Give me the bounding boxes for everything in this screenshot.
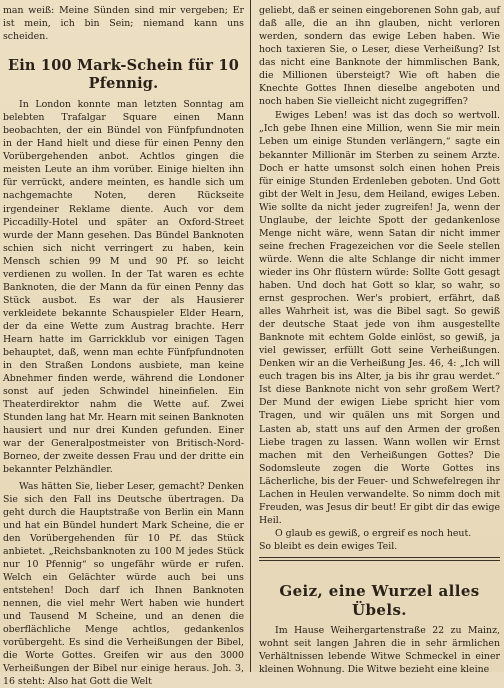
article-continuation: geliebt, daß er seinen eingeborenen Sohn gab, auf daß alle, die an ihn glauben, nicht verloren werden, sondern das ewige Leben haben. Wie hoch taxieren Sie, o Leser, diese Verheißung? Ist das nicht eine Banknote der himmlischen Bank, die Millionen übersteigt? Wie oft haben die Knechte Gottes Ihnen dieselbe angeboten und noch haben Sie vielleicht nicht zugegriffen? xyxy=(259,4,500,108)
article-heading: Ein 100 Mark-Schein für 10 Pfennig. xyxy=(3,57,244,93)
intro-paragraph: man weiß: Meine Sünden sind mir vergeben; Er ist mein, ich bin Sein; niemand kann uns scheiden. xyxy=(3,4,244,43)
closing-verse: O glaub es gewiß, o ergreif es noch heut. So bleibt es dein ewiges Teil. xyxy=(259,527,500,553)
second-article-heading: Geiz, eine Wurzel alles Übels. xyxy=(259,582,500,620)
second-article-paragraph: Im Hause Weihergartenstraße 22 zu Mainz, wohnt seit langen Jahren die in sehr ärmlichen Verhältnissen lebende Witwe Schmeckel in einer kleinen Wohnung. Die Witwe bezieht eine kleine xyxy=(259,624,500,676)
article-paragraph-2: Was hätten Sie, lieber Leser, gemacht? Denken Sie sich den Fall ins Deutsche übertragen. Da geht durch die Hauptstraße von Berlin ein Mann und hat ein Bündel hundert Mark Scheine, die er den Vorübergehenden für 10 Pf. das Stück anbietet. „Reichsbanknoten zu 100 M jedes Stück nur 10 Pfennig“ so ungefähr würde er rufen. Welch ein Gelächter würde auch bei uns entstehen! Doch darf ich Ihnen Banknoten nennen, die viel mehr Wert haben wie hundert und Tausend M Scheine, und an denen die oberflächliche Menge achtlos, gedankenlos vorübergeht. Es sind die Verheißungen der Bibel, die Worte Gottes. Greifen wir aus den 3000 Verheißungen der Bibel nur einige heraus. Joh. 3, 16 steht: Also hat Gott die Welt xyxy=(3,480,244,688)
left-column xyxy=(3,4,244,688)
right-column xyxy=(259,4,500,676)
column-divider xyxy=(250,0,251,672)
section-divider xyxy=(259,557,500,561)
article-paragraph-1: In London konnte man letzten Sonntag am belebten Trafalgar Square einen Mann beobachten, der ein Bündel von Fünfpfundnoten in der Hand hielt und diese für einen Penny den Vorübergehenden anbot. Achtlos gingen die meisten Leute an ihm vorüber. Einige hielten ihn für verrückt, andere meinten, es handle sich um nachgemachte Noten, deren Rückseite irgendeiner Reklame diente. Auch vor dem Piccadilly-Hotel und später an Oxford-Street wurde der Mann gesehen. Das Bündel Banknoten schien sich nicht verringert zu haben, kein Mensch schien 99 M und 90 Pf. so leicht verdienen zu wollen. In der Tat waren es echte Banknoten, die der Mann da für einen Penny das Stück ausbot. Es war der als Hausierer verkleidete bekannte Schauspieler Elder Hearn, der da eine Wette zum Austrag brachte. Herr Hearn hatte im Garrickklub vor einigen Tagen behauptet, daß, wenn man echte Fünfpfundnoten in den Straßen Londons ausbiete, man keine Abnehmer finden werde, während die Londoner sonst auf jeden Schwindel hineinfielen. Ein Theaterdirektor nahm die Wette auf. Zwei Stunden lang hat Mr. Hearn mit seinen Banknoten hausiert und nur drei Kunden gefunden. Einer war der Generalpostmeister von Britisch-Nord-Borneo, der zweite dessen Frau und der dritte ein bekannter Pelzhändler. xyxy=(3,98,244,476)
article-paragraph-3: Ewiges Leben! was ist das doch so wertvoll. „Ich gebe Ihnen eine Million, wenn Sie mir mein Leben um einige Stunden verlängern,“ sagte ein bekannter Millionär im Sterben zu seinem Arzte. Doch er hatte umsonst solch einen hohen Preis für einige Stunden Erdenleben geboten. Und Gott gibt der Welt in Jesu, dem Heiland, ewiges Leben. Wie sollte da nicht jeder zugreifen! Ja, wenn der Unglaube, der leichte Spott der gedankenlose Menge nicht wäre, wenn Satan dir nicht immer seine frechen Fragezeichen vor die Seele stellen würde. Wenn die alte Schlange dir nicht immer wieder ins Ohr flüstern würde: Sollte Gott gesagt haben. Und doch hat Gott so klar, so wahr, so ernst gesprochen. Wer's probiert, erfährt, daß alles Wahrheit ist, was die Bibel sagt. So gewiß der deutsche Staat jede von ihm ausgestellte Banknote mit echtem Golde einlöst, so gewiß, ja viel gewisser, erfüllt Gott seine Verheißungen. Denken wir an die Verheißung Jes. 46, 4: „Ich will euch tragen bis ins Alter, ja bis ihr grau werdet.“ Ist diese Banknote nicht von sehr großem Wert? Der Mund der ewigen Liebe spricht hier vom Tragen, und wir quälen uns mit Sorgen und Lasten ab, statt uns auf den Armen der großen Liebe tragen zu lassen. Wann wollen wir Ernst machen mit den Verheißungen Gottes? Die Sodomsleute zogen die Worte Gottes ins Lächerliche, bis der Feuer- und Schwefelregen ihr Lachen in Heulen verwandelte. So nimm doch mit Freuden, was Jesus dir beut! Er gibt dir das ewige Heil. xyxy=(259,109,500,527)
